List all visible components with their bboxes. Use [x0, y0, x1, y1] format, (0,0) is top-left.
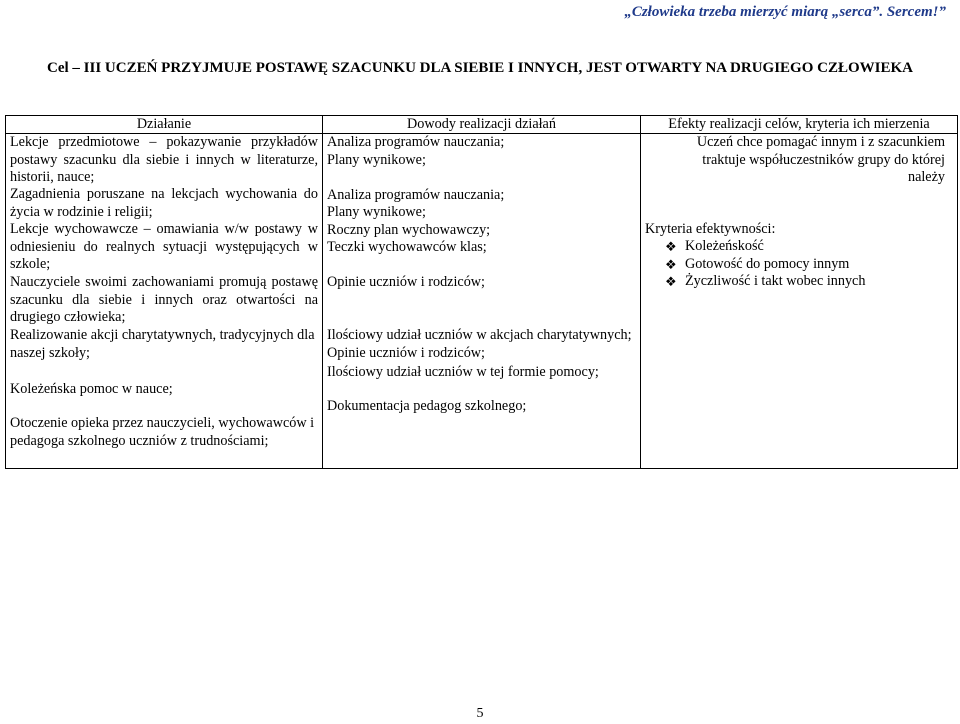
action-item: Lekcje przedmiotowe – pokazywanie przykładów postawy szacunku dla siebie i innych w literaturze, historii, nauce; — [10, 134, 318, 185]
effects-cell — [641, 134, 958, 469]
header-action: Działanie — [6, 116, 323, 134]
evidence-item: Ilościowy udział uczniów w tej formie pomocy; — [327, 363, 599, 380]
evidence-item: Plany wynikowe; — [327, 204, 426, 220]
diamond-bullet-icon: ❖ — [665, 274, 677, 289]
criteria-item — [665, 256, 953, 274]
action-item: Zagadnienia poruszane na lekcjach wychowania do życia w rodzinie i religii; — [10, 186, 318, 220]
goal-heading: Cel – III UCZEŃ PRZYJMUJE POSTAWĘ SZACUNKU DLA SIEBIE I INNYCH, JEST OTWARTY NA DRUGIEGO CZŁOWIEKA — [46, 60, 913, 76]
evidence-item: Plany wynikowe; — [327, 151, 426, 168]
effect-line: należy — [907, 169, 945, 185]
evidence-item: Dokumentacja pedagog szkolnego; — [327, 397, 527, 414]
evidence-item: Opinie uczniów i rodziców; — [327, 274, 485, 290]
criteria-title: Kryteria efektywności: — [645, 220, 776, 237]
table-header-row — [6, 116, 958, 134]
action-item: Realizowanie akcji charytatywnych, tradycyjnych dla naszej szkoły; — [10, 327, 315, 361]
motto: „Człowieka trzeba mierzyć miarą „serca”. Sercem!” — [624, 4, 946, 20]
evidence-item: Ilościowy udział uczniów w akcjach charytatywnych; — [327, 327, 632, 343]
diamond-bullet-icon: ❖ — [665, 256, 677, 272]
evidence-item: Roczny plan wychowawczy; — [327, 221, 491, 238]
header-evidence: Dowody realizacji działań — [323, 116, 641, 134]
action-item: Otoczenie opieka przez nauczycieli, wychowawców i pedagoga szkolnego uczniów z trudnościami; — [10, 415, 315, 449]
evidence-item: Analiza programów nauczania; — [327, 186, 505, 203]
actions-cell — [6, 134, 323, 469]
header-effects: Efekty realizacji celów, kryteria ich mierzenia — [641, 116, 958, 134]
page-number: 5 — [476, 706, 484, 721]
evidence-cell — [323, 134, 641, 469]
criteria-label: Koleżeńskość — [685, 238, 764, 254]
criteria-label: Gotowość do pomocy innym — [685, 255, 850, 272]
effect-line: Uczeń chce pomagać innym i z szacunkiem — [696, 134, 945, 150]
effect-line: traktuje współuczestników grupy do której — [702, 151, 945, 168]
plan-table — [5, 115, 958, 469]
table-row — [6, 134, 958, 469]
action-item: Nauczyciele swoimi zachowaniami promują postawę szacunku dla siebie i innych oraz otwartości na drugiego człowieka; — [10, 274, 318, 325]
diamond-bullet-icon: ❖ — [665, 239, 677, 254]
evidence-item: Opinie uczniów i rodziców; — [327, 344, 485, 361]
action-item: Koleżeńska pomoc w nauce; — [10, 381, 173, 397]
evidence-item: Teczki wychowawców klas; — [327, 239, 487, 255]
action-item: Lekcje wychowawcze – omawiania w/w postawy w odniesieniu do realnych sytuacji występujących w szkole; — [10, 221, 318, 272]
criteria-item — [665, 238, 953, 256]
evidence-item: Analiza programów nauczania; — [327, 134, 505, 150]
criteria-item — [665, 273, 953, 291]
criteria-list — [645, 238, 953, 291]
criteria-label: Życzliwość i takt wobec innych — [685, 273, 866, 289]
